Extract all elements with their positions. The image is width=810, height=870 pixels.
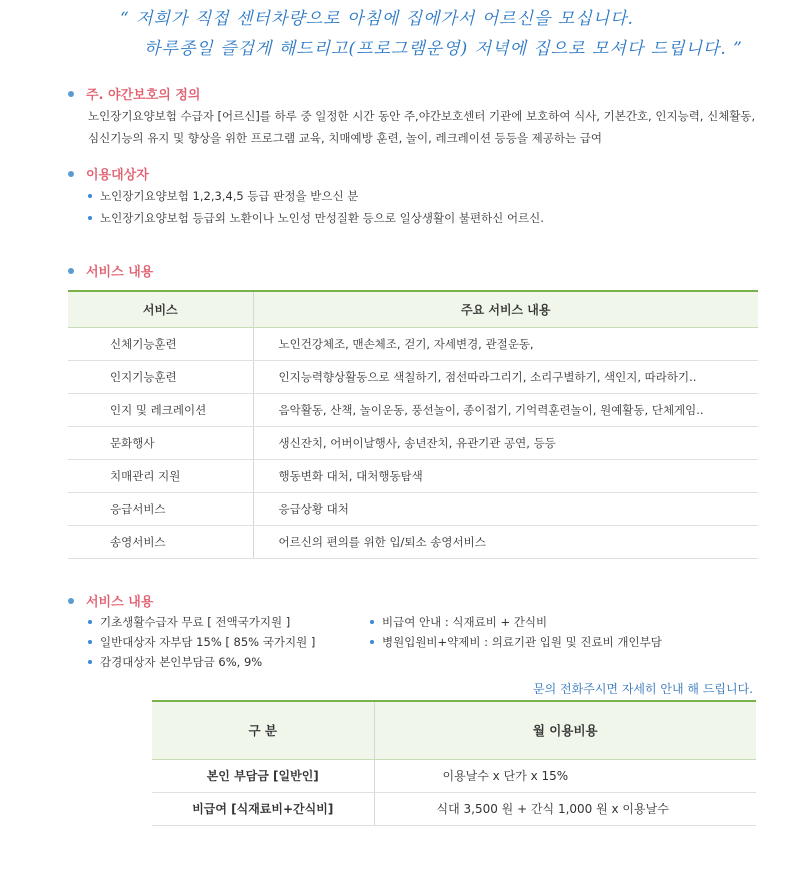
costs-left-list	[88, 612, 315, 672]
column-header: 월 이용비용	[374, 701, 756, 759]
definition-title: 주. 야간보호의 정의	[86, 88, 201, 103]
column-header: 주요 서비스 내용	[253, 291, 758, 327]
targets-title: 이용대상자	[86, 168, 149, 183]
table-row: 인지 및 레크레이션 음악활동, 산책, 놀이운동, 풍선놀이, 종이접기, 기억력훈련놀이, 원예활동, 단체게임..	[68, 393, 758, 426]
table-header-row	[152, 701, 756, 759]
table-row: 송영서비스 어르신의 편의를 위한 입/퇴소 송영서비스	[68, 525, 758, 558]
table-row: 인지기능훈련 인지능력향상활동으로 색칠하기, 점선따라그리기, 소리구별하기, 색인지, 따라하기..	[68, 360, 758, 393]
bullet-icon	[68, 91, 74, 97]
table-row: 문화행사 생신잔치, 어버이날행사, 송년잔치, 유관기관 공연, 등등	[68, 426, 758, 459]
definition-heading	[68, 84, 200, 103]
bullet-icon	[88, 194, 92, 198]
list-item: 노인장기요양보험 등급외 노환이나 노인성 만성질환 등으로 일상생활이 불편하신 어르신.	[88, 207, 544, 229]
targets-heading	[68, 164, 149, 183]
column-header: 구 분	[152, 701, 374, 759]
column-header: 서비스	[68, 291, 253, 327]
costs-table	[152, 700, 756, 826]
list-item: 일반대상자 자부담 15% [ 85% 국가지원 ]	[88, 632, 315, 652]
services-title: 서비스 내용	[86, 265, 154, 280]
list-item: 감경대상자 본인부담금 6%, 9%	[88, 652, 315, 672]
bullet-icon	[88, 216, 92, 220]
bullet-icon	[88, 620, 92, 624]
list-item: 비급여 안내 : 식재료비 + 간식비	[370, 612, 662, 632]
table-row: 비급여 [식재료비+간식비] 식대 3,500 원 + 간식 1,000 원 x 이용날수	[152, 792, 756, 825]
quote-line-1: “ 저희가 직접 센터차량으로 아침에 집에가서 어르신을 모십니다.	[120, 9, 634, 29]
table-row: 본인 부담금 [일반인] 이용날수 x 단가 x 15%	[152, 759, 756, 792]
definition-text: 노인장기요양보험 수급자 [어르신]를 하루 중 일정한 시간 동안 주,야간보호센터 기관에 보호하여 식사, 기본간호, 인지능력, 신체활동, 심신기능의 유지 및 향상을 위한 프로그램 교육, 치매예방 훈련, 놀이, 레크레이션 등등을 제공하는 급여	[88, 109, 756, 145]
bullet-icon	[370, 620, 374, 624]
costs-heading	[68, 591, 153, 610]
bullet-icon	[68, 171, 74, 177]
contact-note: 문의 전화주시면 자세히 안내 해 드립니다.	[533, 682, 753, 696]
costs-title: 서비스 내용	[86, 595, 154, 610]
services-table	[68, 290, 758, 559]
table-row: 응급서비스 응급상황 대처	[68, 492, 758, 525]
list-item: 병원입원비+약제비 : 의료기관 입원 및 진료비 개인부담	[370, 632, 662, 652]
bullet-icon	[370, 640, 374, 644]
quote-line-2: 하루종일 즐겁게 해드리고(프로그램운영) 저녁에 집으로 모셔다 드립니다. ”	[144, 39, 743, 59]
targets-list	[88, 185, 544, 229]
services-heading	[68, 261, 153, 280]
bullet-icon	[68, 598, 74, 604]
list-item: 노인장기요양보험 1,2,3,4,5 등급 판정을 받으신 분	[88, 185, 544, 207]
table-row: 신체기능훈련 노인건강체조, 맨손체조, 걷기, 자세변경, 관절운동,	[68, 327, 758, 360]
bullet-icon	[68, 268, 74, 274]
table-row: 치매관리 지원 행동변화 대처, 대처행동탐색	[68, 459, 758, 492]
bullet-icon	[88, 660, 92, 664]
intro-quote	[120, 4, 760, 64]
bullet-icon	[88, 640, 92, 644]
table-header-row	[68, 291, 758, 327]
costs-right-list	[370, 612, 662, 652]
list-item: 기초생활수급자 무료 [ 전액국가지원 ]	[88, 612, 315, 632]
